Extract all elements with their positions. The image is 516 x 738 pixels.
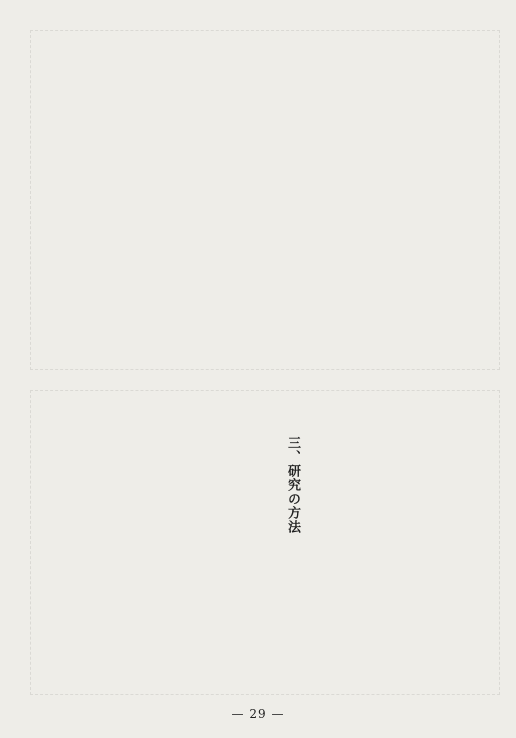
bottom-text-block xyxy=(30,390,500,695)
section-heading: 三、研究の方法 xyxy=(285,436,300,534)
top-text-block xyxy=(30,30,500,370)
page-number: — 29 — xyxy=(231,707,285,721)
